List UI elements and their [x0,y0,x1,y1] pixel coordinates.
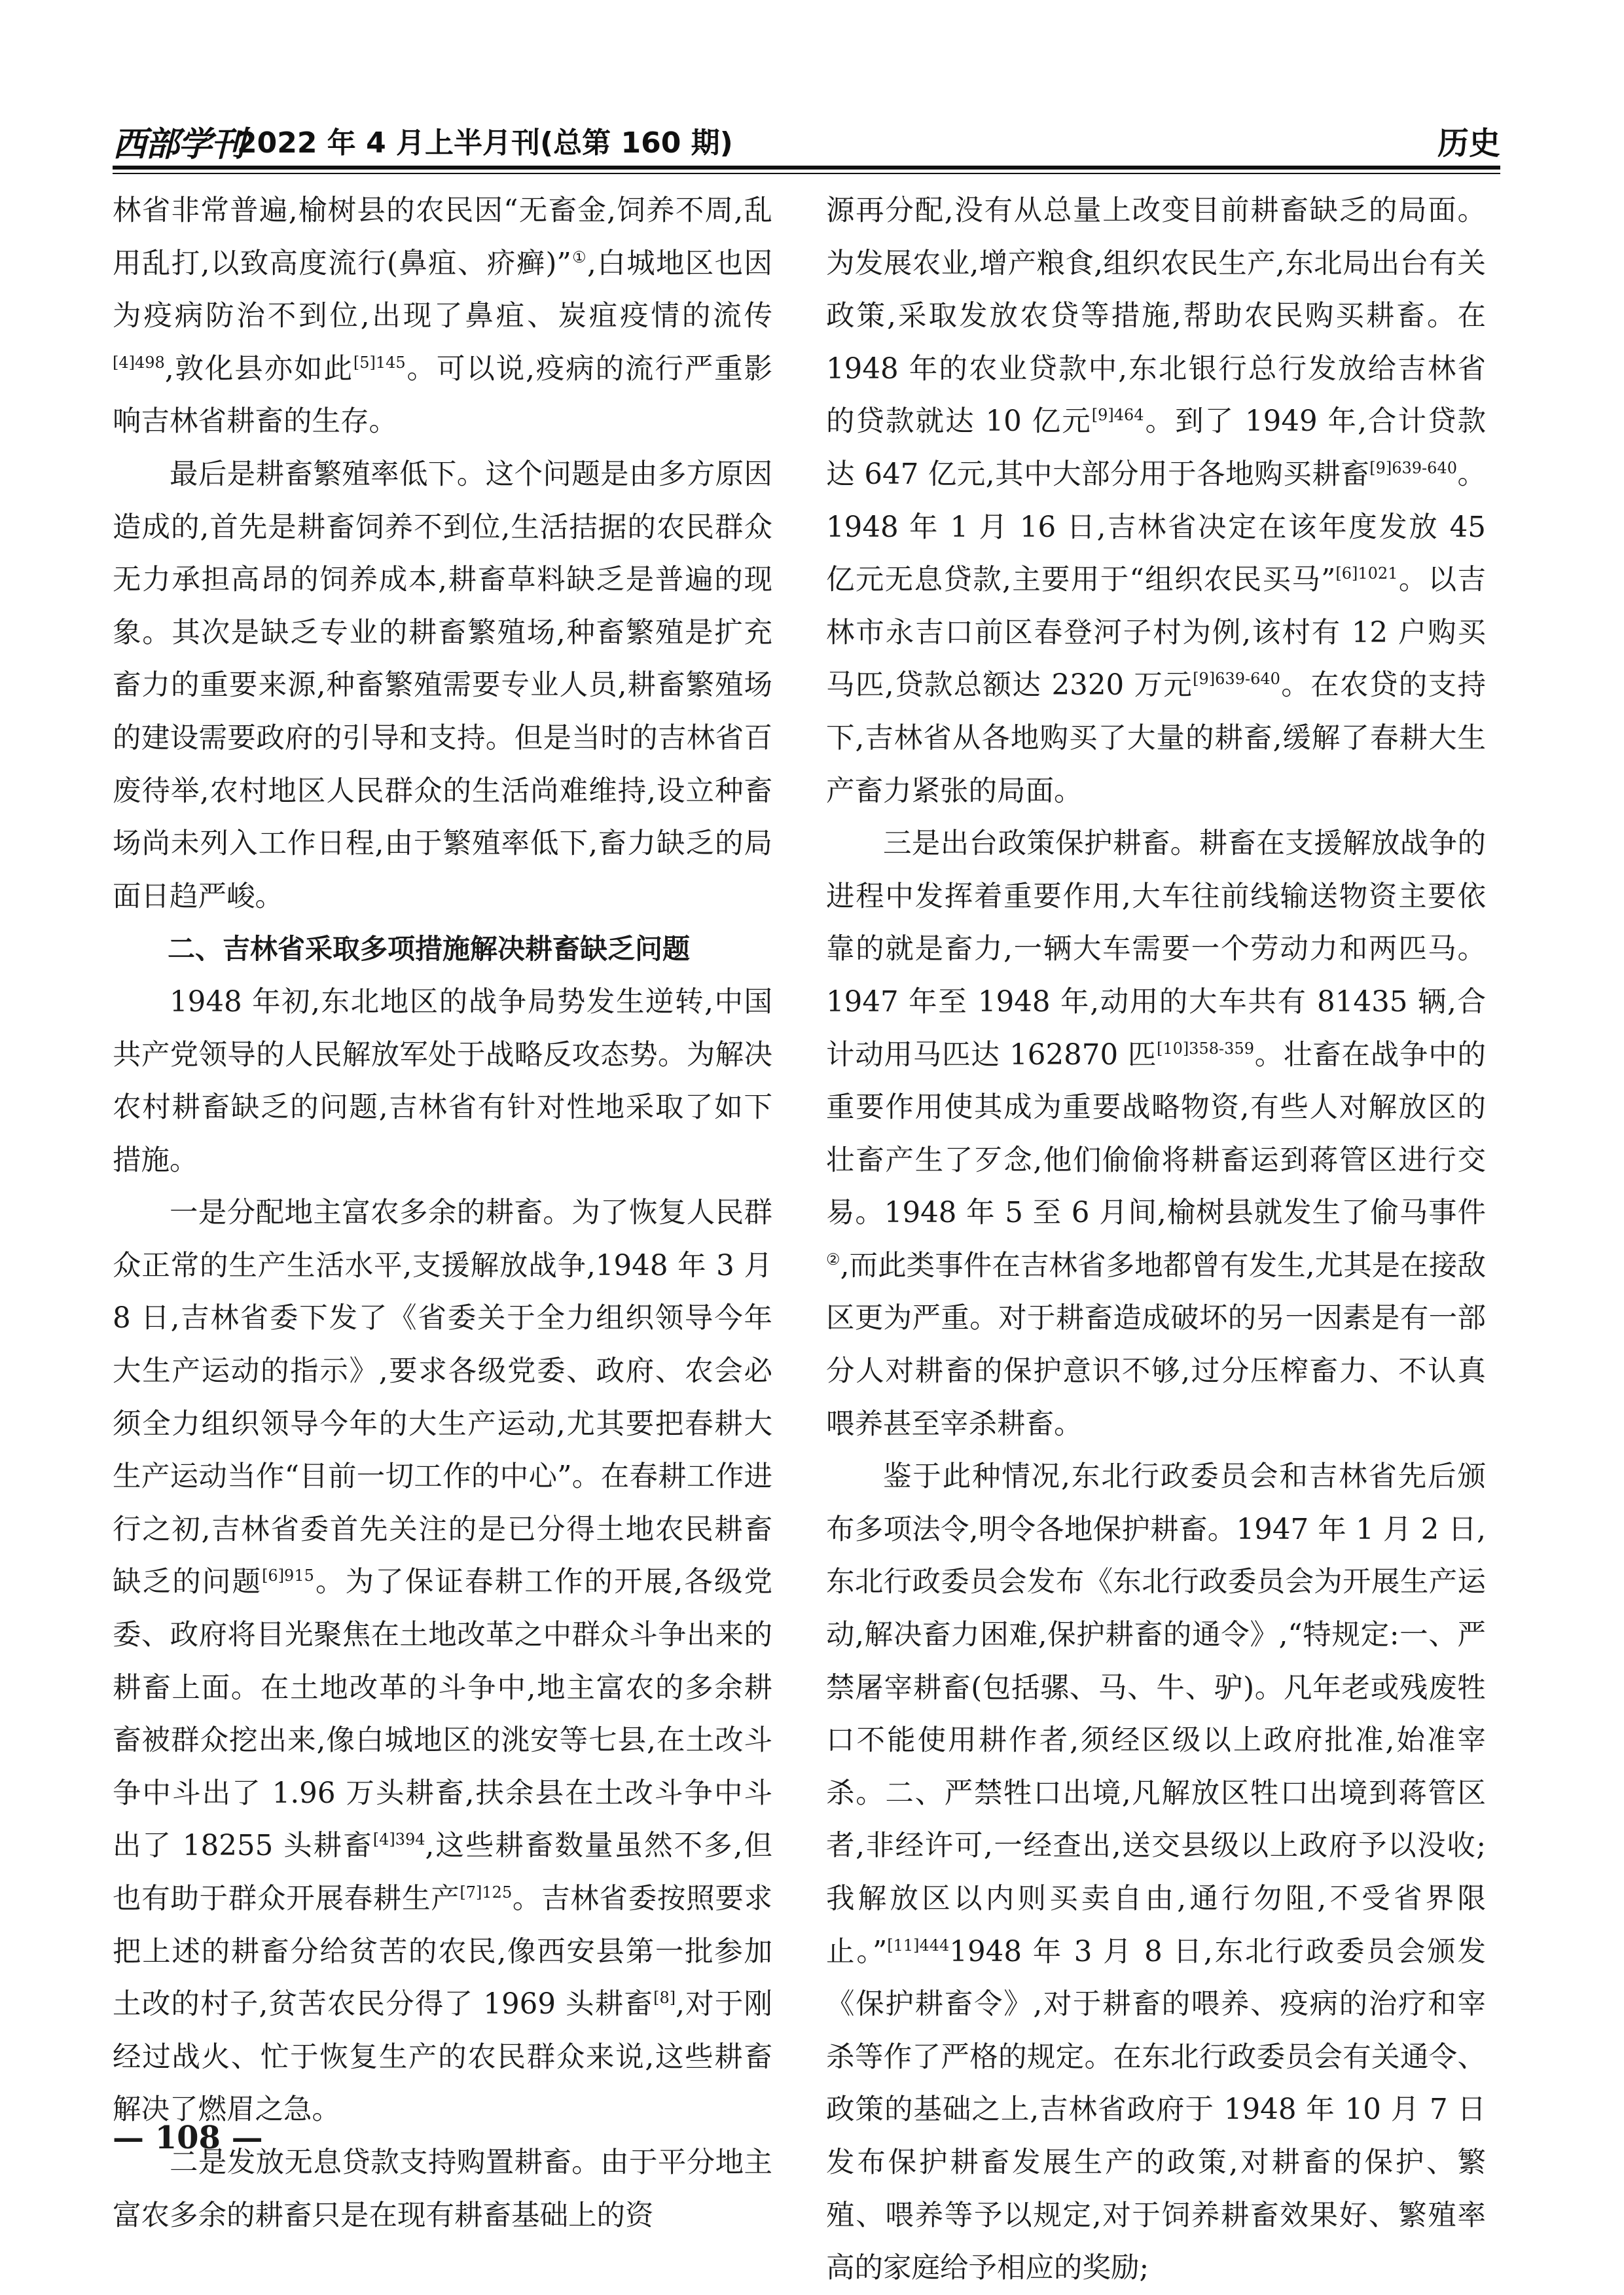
page-header [113,105,1500,164]
paragraph: 源再分配,没有从总量上改变目前耕畜缺乏的局面。为发展农业,增产粮食,组织农民生产,东北局出台有关政策,采取发放农贷等措施,帮助农民购买耕畜。在 1948 年的农业贷款中,东北银行总行发放给吉林省的贷款就达 10 亿元$^{[9]464}$。到了 1949 年,合计贷款达 647 亿元,其中大部分用于各地购买耕畜$^{[9]639-640}$。1948 年 1 月 16 日,吉林省决定在该年度发放 45 亿元无息贷款,主要用于“组织农民买马”$^{[6]1021}$。以吉林市永吉口前区春登河子村为例,该村有 12 户购买马匹,贷款总额达 2320 万元$^{[9]639-640}$。在农贷的支持下,吉林省从各地购买了大量的耕畜,缓解了春耕大生产畜力紧张的局面。 [826,194,1487,808]
citation: [4]498 [113,353,165,372]
citation: [11]444 [887,1936,950,1955]
journal-logo: 西部学刊 [113,124,244,164]
section-label: 历史 [1437,125,1500,162]
paragraph: 一是分配地主富农多余的耕畜。为了恢复人民群众正常的生产生活水平,支援解放战争,1948 年 3 月 8 日,吉林省委下发了《省委关于全力组织领导今年大生产运动的指示》,要求各级党委、政府、农会必须全力组织领导今年的大生产运动,尤其要把春耕大生产运动当作“目前一切工作的中心”。在春耕工作进行之初,吉林省委首先关注的是已分得土地农民耕畜缺乏的问题$^{[6]915}$。为了保证春耕工作的开展,各级党委、政府将目光聚焦在土地改革之中群众斗争出来的耕畜上面。在土地改革的斗争中,地主富农的多余耕畜被群众挖出来,像白城地区的洮安等七县,在土改斗争中斗出了 1.96 万头耕畜,扶余县在土改斗争中斗出了 18255 头耕畜$^{[4]394}$,这些耕畜数量虽然不多,但也有助于群众开展春耕生产$^{[7]125}$。吉林省委按照要求把上述的耕畜分给贫苦的农民,像西安县第一批参加土改的村子,贫苦农民分得了 1969 头耕畜[8],对于刚经过战火、忙于恢复生产的农民群众来说,这些耕畜解决了燃眉之急。 [113,1197,773,2127]
paragraph: 二是发放无息贷款支持购置耕畜。由于平分地主富农多余的耕畜只是在现有耕畜基础上的资 [113,2146,772,2232]
left-column [113,185,772,2242]
paragraph: 1948 年初,东北地区的战争局势发生逆转,中国共产党领导的人民解放军处于战略反攻态势。为解决农村耕畜缺乏的问题,吉林省有针对性地采取了如下措施。 [113,985,772,1177]
paragraph: 最后是耕畜繁殖率低下。这个问题是由多方原因造成的,首先是耕畜饲养不到位,生活拮据的农民群众无力承担高昂的饲养成本,耕畜草料缺乏是普遍的现象。其次是缺乏专业的耕畜繁殖场,种畜繁殖是扩充畜力的重要来源,种畜繁殖需要专业人员,耕畜繁殖场的建设需要政府的引导和支持。但是当时的吉林省百废待举,农村地区人民群众的生活尚难维持,设立种畜场尚未列入工作日程,由于繁殖率低下,畜力缺乏的局面日趋严峻。 [113,458,772,913]
footnote-marker: ① [571,247,588,266]
paragraph: 鉴于此种情况,东北行政委员会和吉林省先后颁布多项法令,明令各地保护耕畜。1947 年 1 月 2 日,东北行政委员会发布《东北行政委员会为开展生产运动,解决畜力困难,保护耕畜的通令》,“特规定:一、严禁屠宰耕畜(包括骡、马、牛、驴)。凡年老或残废牲口不能使用耕作者,须经区级以上政府批准,始准宰杀。二、严禁牲口出境,凡解放区牲口出境到蒋管区者,非经许可,一经查出,送交县级以上政府予以没收;我解放区以内则买卖自由,通行勿阻,不受省界限止。”$^{[11]444}$1948 年 3 月 8 日,东北行政委员会颁发《保护耕畜令》,对于耕畜的喂养、疫病的治疗和宰杀等作了严格的规定。在东北行政委员会有关通令、政策的基础之上,吉林省政府于 1948 年 10 月 7 日发布保护耕畜发展生产的政策,对耕畜的保护、繁殖、喂养等予以规定,对于饲养耕畜效果好、繁殖率高的家庭给予相应的奖励; [826,1460,1486,2285]
right-column [826,185,1486,2295]
issue-info: 2022 年 4 月上半月刊(总第 160 期) [237,126,733,160]
section-heading: 二、吉林省采取多项措施解决耕畜缺乏问题 [168,933,691,966]
page-number: — 108 — [113,2120,263,2156]
citation: [7]125 [460,1883,513,1902]
citation: [10]358-359 [1156,1039,1254,1058]
citation: [9]464 [1091,406,1144,425]
footnote-marker: ② [826,1250,840,1269]
paragraph: 林省非常普遍,榆树县的农民因“无畜金,饲养不周,乱用乱打,以致高度流行(鼻疽、疥癣)”①,白城地区也因为疫病防治不到位,出现了鼻疽、炭疽疫情的流传$^{[4]498}$,敦化县亦如此$^{[5]145}$。可以说,疫病的流行严重影响吉林省耕畜的生存。 [113,194,773,439]
citation: [6]915 [262,1566,314,1585]
header-rule-thick [113,166,1500,170]
citation: [4]394 [372,1830,425,1849]
paragraph: 三是出台政策保护耕畜。耕畜在支援解放战争的进程中发挥着重要作用,大车往前线输送物资主要依靠的就是畜力,一辆大车需要一个劳动力和两匹马。1947 年至 1948 年,动用的大车共有 81435 辆,合计动用马匹达 162870 匹$^{[10]358-359}$。壮畜在战争中的重要作用使其成为重要战略物资,有些人对解放区的壮畜产生了歹念,他们偷偷将耕畜运到蒋管区进行交易。1948 年 5 至 6 月间,榆树县就发生了偷马事件②,而此类事件在吉林省多地都曾有发生,尤其是在接敌区更为严重。对于耕畜造成破坏的另一因素是有一部分人对耕畜的保护意识不够,过分压榨畜力、不认真喂养甚至宰杀耕畜。 [826,827,1486,1441]
citation: [6]1021 [1335,564,1398,583]
citation: [9]639-640 [1193,670,1280,689]
citation: [5]145 [353,353,406,372]
citation: [9]639-640 [1369,458,1457,477]
citation: [8] [653,1989,676,2008]
header-rule-thin [113,173,1500,174]
